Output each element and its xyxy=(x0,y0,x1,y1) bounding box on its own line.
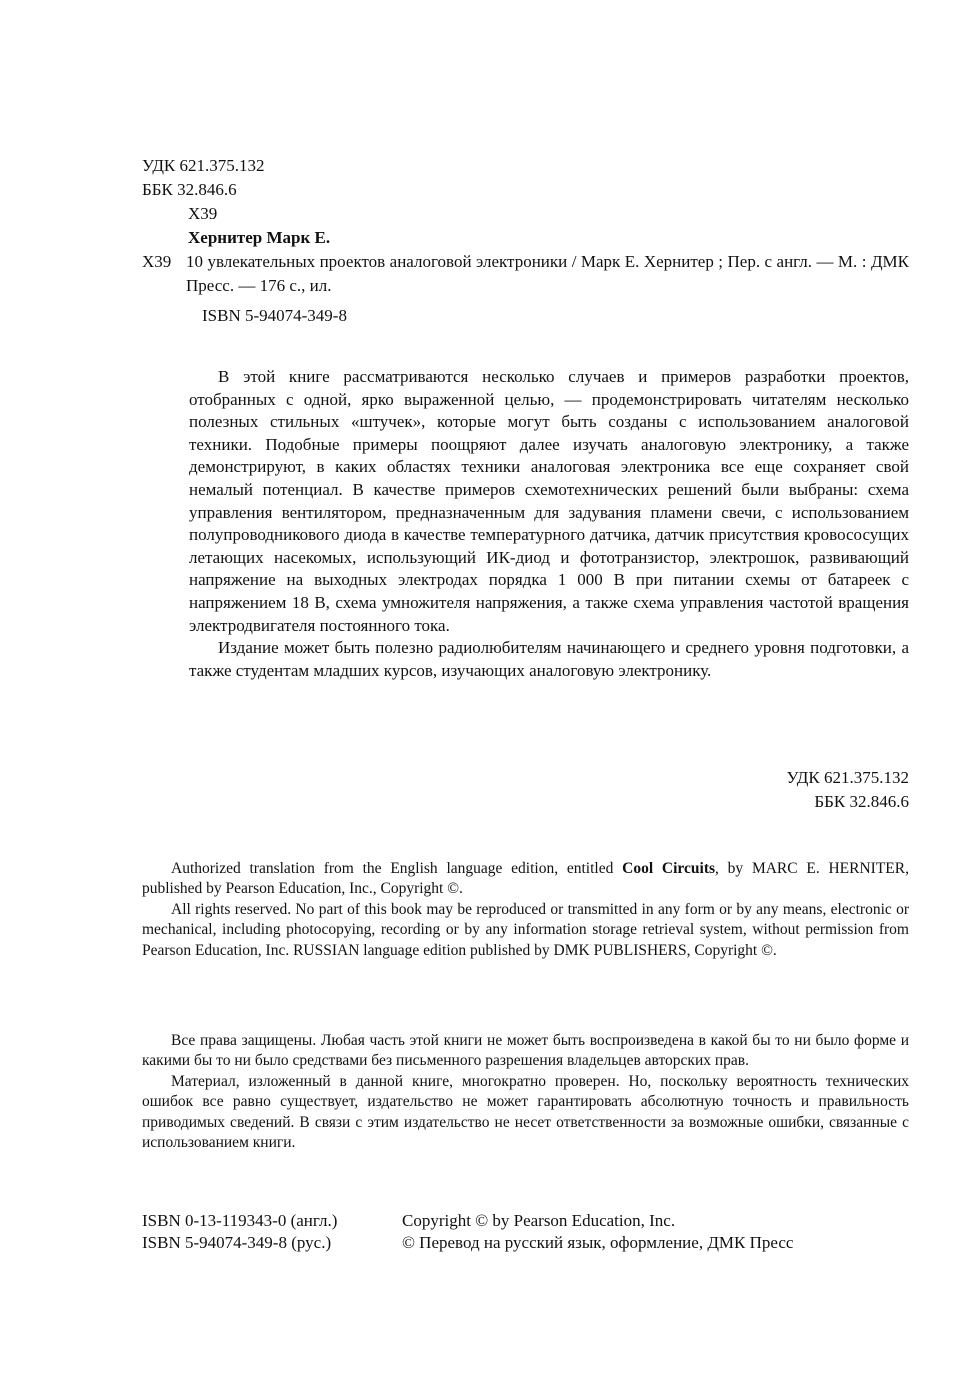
classification-codes xyxy=(600,766,909,814)
authorized-translation-notice xyxy=(142,859,909,961)
annotation-paragraph-1: В этой книге рассматриваются несколько случаев и примеров разработки проектов, отобранных с одной, ярко выраженной целью, — продемонстрировать читателям несколько полезных стильных «штучек», которые могут быть созданы с использованием аналоговой техники. Подобные примеры поощряют далее изучать аналоговую электронику, а также демонстрируют, в каких областях техники аналоговая электроника все еще сохраняет свой немалый потенциал. В качестве примеров схемотехнических решений были выбраны: схема управления вентилятором, предназначенным для задувания пламени свечи, с использованием полупроводникового диода в качестве температурного датчика, датчик присутствия кровососущих летающих насекомых, использующий ИК-диод и фототранзистор, электрошок, развивающий напряжение на выходных электродах порядка 1 000 В при питании схемы от батареек с напряжением 18 В, схема умножителя напряжения, а также схема управления частотой вращения электродвигателя постоянного тока. xyxy=(189,367,909,635)
authorized-paragraph-1: Authorized translation from the English language edition, entitled Cool Circuits, by MARC E. HERNITER, published by Pearson Education, Inc., Copyright ©. xyxy=(142,860,909,898)
authorized-paragraph-2: All rights reserved. No part of this book may be reproduced or transmitted in any form or by any means, electronic or mechanical, including photocopying, recording or by any information storage retrieval system, without permission from Pearson Education, Inc. RUSSIAN language edition published by DMK PUBLISHERS, Copyright ©. xyxy=(142,900,909,959)
isbn-english: ISBN 0-13-119343-0 (англ.) xyxy=(142,1211,338,1230)
author-name: Хернитер Марк Е. xyxy=(188,228,331,247)
rights-paragraph-1: Все права защищены. Любая часть этой книги не может быть воспроизведена в какой бы то ни было форме и какими бы то ни было средствами без письменного разрешения владельцев авторских прав. xyxy=(142,1032,909,1070)
annotation xyxy=(189,366,909,682)
footer-row-en xyxy=(142,1210,909,1232)
isbn-russian: ISBN 5-94074-349-8 (рус.) xyxy=(142,1233,332,1252)
rights-paragraph-2: Материал, изложенный в данной книге, многократно проверен. Но, поскольку вероятность технических ошибок все равно существует, издательство не может гарантировать абсолютную точность и правильность приводимых сведений. В связи с этим издательство не несет ответственности за возможные ошибки, связанные с использованием книги. xyxy=(142,1072,909,1152)
bibliographic-header xyxy=(142,154,909,328)
copyright-russian: © Перевод на русский язык, оформление, ДМК Пресс xyxy=(402,1233,794,1252)
original-title: Cool Circuits xyxy=(622,860,716,877)
bbk-code-right: ББК 32.846.6 xyxy=(814,792,909,811)
author-mark: Х39 xyxy=(188,204,218,223)
copyright-english: Copyright © by Pearson Education, Inc. xyxy=(402,1211,676,1230)
bibliographic-record xyxy=(142,250,909,298)
record-code: Х39 xyxy=(142,252,172,271)
udk-code: УДК 621.375.132 xyxy=(142,156,265,175)
annotation-paragraph-2: Издание может быть полезно радиолюбителям начинающего и среднего уровня подготовки, а также студентам младших курсов, изучающих аналоговую электронику. xyxy=(189,638,909,680)
rights-notice-ru xyxy=(142,1031,909,1153)
bbk-code: ББК 32.846.6 xyxy=(142,180,237,199)
header-isbn: ISBN 5-94074-349-8 xyxy=(202,306,347,325)
record-text: 10 увлекательных проектов аналоговой электроники / Марк Е. Хернитер ; Пер. с англ. — М. : ДМК Пресс. — 176 с., ил. xyxy=(186,252,909,295)
isbn-copyright-footer xyxy=(142,1210,909,1254)
udk-code-right: УДК 621.375.132 xyxy=(786,768,909,787)
footer-row-ru xyxy=(142,1232,909,1254)
